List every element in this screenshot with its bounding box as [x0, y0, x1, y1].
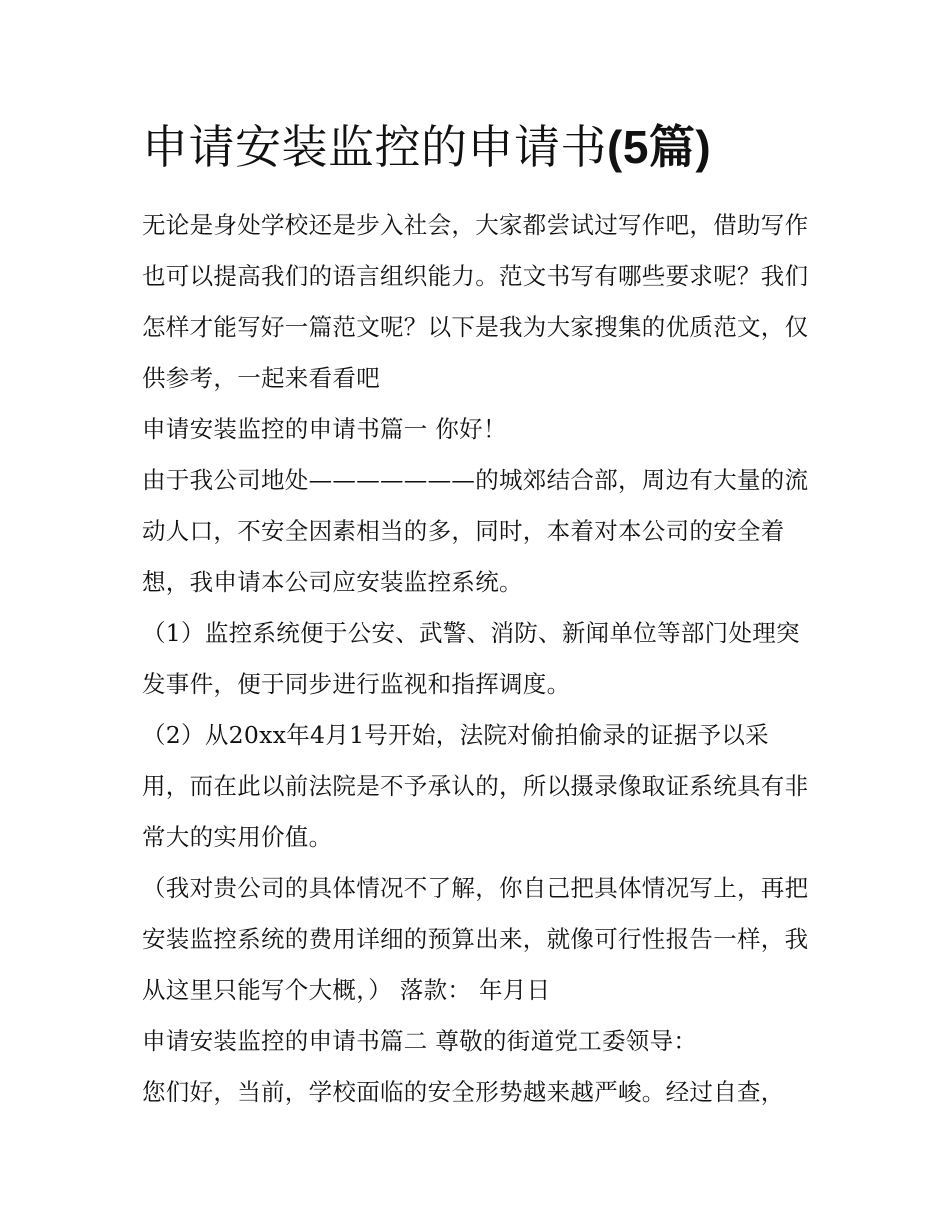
title-main-text: 申请安装监控的申请书 [142, 120, 607, 174]
body-paragraph: （我对贵公司的具体情况不了解，你自己把具体情况写上，再把安装监控系统的费用详细的预算出来，就像可行性报告一样，我从这里只能写个大概，） 落款： 年月日 [142, 874, 809, 1004]
document-title [142, 116, 862, 178]
body-paragraph: 由于我公司地处———————的城郊结合部，周边有大量的流动人口，不安全因素相当的多，同时，本着对本公司的安全着想，我申请本公司应安装监控系统。 [142, 466, 809, 596]
body-paragraph: （1）监控系统便于公安、武警、消防、新闻单位等部门处理突发事件，便于同步进行监视和指挥调度。 [142, 619, 800, 698]
section-two-heading: 申请安装监控的申请书篇二 尊敬的街道党工委领导： [142, 1027, 698, 1055]
title-count-text: (5篇) [607, 121, 712, 173]
body-paragraph: 您们好，当前，学校面临的安全形势越来越严峻。经过自查， [142, 1078, 785, 1106]
section-one-heading: 申请安装监控的申请书篇一 你好！ [142, 415, 507, 443]
body-paragraph: （2）从20xx年4月1号开始，法院对偷拍偷录的证据予以采用，而在此以前法院是不予承认的，所以摄录像取证系统具有非常大的实用价值。 [142, 721, 809, 851]
document-body [142, 200, 814, 1118]
intro-paragraph: 无论是身处学校还是步入社会，大家都尝试过写作吧，借助写作也可以提高我们的语言组织能力。范文书写有哪些要求呢？我们怎样才能写好一篇范文呢？以下是我为大家搜集的优质范文，仅供参考，一起来看看吧 [142, 211, 809, 392]
